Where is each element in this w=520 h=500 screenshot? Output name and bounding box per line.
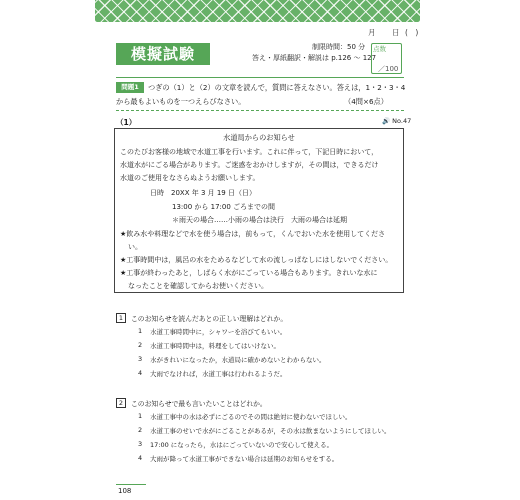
header-pattern-band: [95, 0, 420, 22]
instruction-line-1: つぎの（1）と（2）の文章を読んで，質問に答えなさい。答えは，1・2・3・4: [148, 83, 406, 92]
notice-date: 日時 20XX 年 3 月 19 日（日）: [150, 189, 256, 197]
page-title: 模擬試験: [116, 43, 210, 65]
notice-title: 水道局からのお知らせ: [223, 133, 295, 142]
option-number[interactable]: 4: [138, 454, 143, 462]
dashed-divider: [116, 110, 404, 111]
option-text[interactable]: 水がきれいになったか，水道局に確かめないとわからない。: [150, 356, 326, 364]
notice-line: い。: [128, 243, 142, 251]
option-number[interactable]: 4: [138, 369, 143, 377]
option-text[interactable]: 大雨でなければ，水道工事は行われるようだ。: [150, 370, 287, 378]
weekday-paren: ( ): [405, 28, 419, 37]
notice-time: 13:00 から 17:00 ごろまでの間: [172, 203, 276, 211]
option-text[interactable]: 水道工事時間中に，シャワーを浴びてもいい。: [150, 328, 287, 336]
option-text[interactable]: 17:00 になったら，水はにごっていないので安心して使える。: [150, 441, 334, 449]
option-text[interactable]: 水道工事中の水は必ずにごるのでその間は絶対に使わないでほしい。: [150, 413, 352, 421]
audio-track[interactable]: 🔊 No.47: [382, 117, 412, 125]
option-text[interactable]: 大雨が降って水道工事ができない場合は延期のお知らせをする。: [150, 455, 339, 463]
question-number: 1: [116, 313, 126, 323]
answer-reference: 答え・厚紙翻訳・解説は p.126 ～ 127: [252, 54, 377, 62]
option-number[interactable]: 3: [138, 355, 143, 363]
title-divider: [116, 77, 404, 78]
score-label: 点数: [373, 45, 386, 53]
option-number[interactable]: 2: [138, 426, 143, 434]
option-number[interactable]: 1: [138, 327, 143, 335]
question-text: このお知らせを読んだあとの正しい理解はどれか。: [131, 315, 288, 323]
notice-line: ★工事が終わったあと，しばらく水がにごっている場合もあります。きれいな水に: [120, 269, 378, 277]
question-group-tag: 問題1: [116, 82, 144, 93]
notice-rain: ＊雨天の場合……小雨の場合は決行 大雨の場合は延期: [172, 216, 347, 224]
option-text[interactable]: 水道工事時間中は，料理をしてはいけない。: [150, 342, 280, 350]
notice-line: なったことを確認してからお使いください。: [128, 282, 268, 290]
month-label: 月: [368, 28, 376, 37]
notice-line: 水道水がにごる場合があります。ご迷惑をおかけしますが，その間は，できるだけ: [120, 161, 379, 169]
option-number[interactable]: 3: [138, 440, 143, 448]
page-number: 108: [118, 487, 132, 495]
notice-line: 水道のご使用をなさらぬようお願いします。: [120, 174, 260, 182]
question-text: このお知らせで最も言いたいことはどれか。: [131, 400, 267, 408]
question-number: 2: [116, 398, 126, 408]
notice-line: ★飲み水や料理などで水を使う場合は，前もって，くんでおいた水を使用してくださ: [120, 230, 386, 238]
time-limit: 制限時間：50 分: [312, 43, 366, 51]
notice-line: このたびお客様の地域で水道工事を行います。これに伴って，下記日時において，: [120, 148, 379, 156]
notice-line: ★工事時間中は，風呂の水をためるなどして水の流しっぱなしにはしないでください。: [120, 256, 393, 264]
page-number-rule: [116, 484, 146, 485]
points-note: （4問×6点）: [344, 97, 388, 106]
option-number[interactable]: 1: [138, 412, 143, 420]
option-text[interactable]: 水道工事のせいで水がにごることがあるが，その水は飲まないようにしてほしい。: [150, 427, 391, 435]
instruction-line-2: から最もよいものを一つえらびなさい。: [116, 97, 246, 106]
option-number[interactable]: 2: [138, 341, 143, 349]
day-label: 日: [392, 28, 400, 37]
score-max: ／100: [378, 65, 399, 73]
part-label: （1）: [116, 118, 137, 127]
